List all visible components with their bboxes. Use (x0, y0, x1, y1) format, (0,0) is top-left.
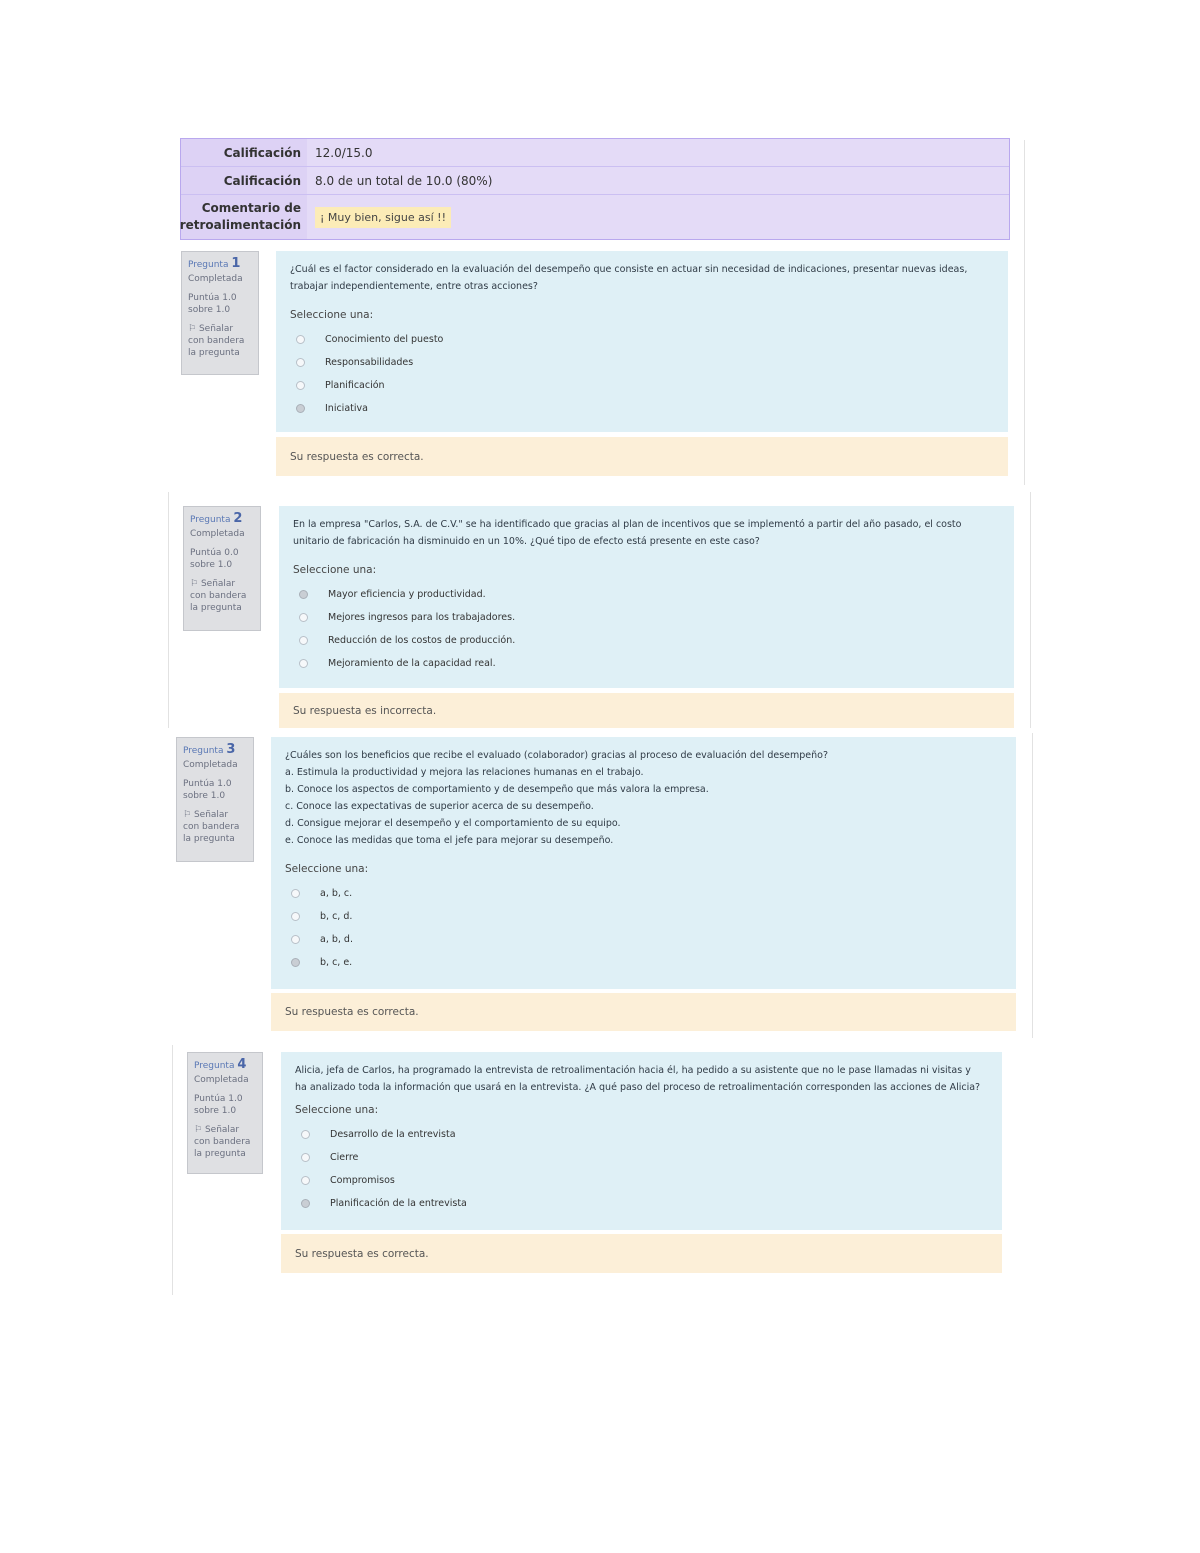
flag-icon: ⚐ (183, 810, 194, 820)
flag-question-link[interactable]: ⚐ Señalar con bandera la pregunta (194, 1125, 251, 1159)
question-text: unitario de fabricación ha disminuido en un 10%. ¿Qué tipo de efecto está presente en este caso? (293, 536, 760, 547)
option-label: Compromisos (330, 1175, 395, 1186)
feedback-comment: ¡ Muy bien, sigue así !! (315, 207, 451, 228)
divider (1032, 733, 1033, 1038)
radio-button-selected[interactable] (301, 1199, 310, 1208)
option-label: Desarrollo de la entrevista (330, 1129, 456, 1140)
question-info (181, 251, 259, 375)
summary-row-feedback (181, 195, 1009, 239)
select-prompt: Seleccione una: (293, 564, 377, 576)
option-label: Mejoramiento de la capacidad real. (328, 658, 496, 669)
option-label: Mayor eficiencia y productividad. (328, 589, 486, 600)
summary-value: 12.0/15.0 (315, 145, 373, 160)
radio-button[interactable] (296, 381, 305, 390)
radio-button[interactable] (301, 1176, 310, 1185)
option-label: b, c, d. (320, 911, 353, 922)
answer-option[interactable] (290, 351, 994, 374)
radio-button[interactable] (299, 613, 308, 622)
question-state: Completada (188, 274, 243, 284)
answer-option[interactable] (290, 328, 994, 351)
answer-option[interactable] (295, 1192, 988, 1215)
question-number: 3 (226, 742, 236, 757)
answer-option[interactable] (290, 397, 994, 420)
radio-button[interactable] (301, 1130, 310, 1139)
question-text: Alicia, jefa de Carlos, ha programado la entrevista de retroalimentación hacia él, ha pedido a su asistente que no le pase llamadas ni visitas y (295, 1065, 971, 1076)
answer-option[interactable] (285, 928, 1002, 951)
option-label: Reducción de los costos de producción. (328, 635, 516, 646)
option-label: Planificación de la entrevista (330, 1198, 467, 1209)
radio-button[interactable] (291, 935, 300, 944)
answer-option[interactable] (295, 1169, 988, 1192)
grade-summary-table (180, 138, 1010, 240)
question-label: Pregunta (183, 746, 224, 756)
radio-button[interactable] (291, 912, 300, 921)
summary-row-grade (181, 139, 1009, 167)
question-info (187, 1052, 263, 1174)
divider (172, 1045, 173, 1295)
question-state: Completada (190, 529, 245, 539)
question-points: Puntúa 0.0 sobre 1.0 (190, 548, 239, 570)
question-content (271, 737, 1016, 989)
answer-feedback: Su respuesta es correcta. (281, 1234, 1002, 1273)
answer-option[interactable] (293, 629, 1000, 652)
question-text: b. Conoce los aspectos de comportamiento y de desempeño que más valora la empresa. (285, 784, 709, 795)
answer-option[interactable] (290, 374, 994, 397)
question-label: Pregunta (194, 1061, 235, 1071)
question-text: trabajar independientemente, entre otras acciones? (290, 281, 538, 292)
answer-option[interactable] (285, 905, 1002, 928)
option-label: Responsabilidades (325, 357, 414, 368)
answer-option[interactable] (285, 951, 1002, 974)
summary-value: 8.0 de un total de 10.0 (80%) (315, 173, 493, 188)
question-points: Puntúa 1.0 sobre 1.0 (183, 779, 232, 801)
select-prompt: Seleccione una: (290, 309, 374, 321)
option-label: b, c, e. (320, 957, 353, 968)
flag-question-link[interactable]: ⚐ Señalar con bandera la pregunta (190, 579, 247, 613)
radio-button-selected[interactable] (291, 958, 300, 967)
flag-icon: ⚐ (194, 1125, 205, 1135)
question-text: ¿Cuál es el factor considerado en la evaluación del desempeño que consiste en actuar sin necesidad de indicaciones, presentar nuevas ideas, (290, 264, 968, 275)
answer-option[interactable] (293, 606, 1000, 629)
summary-label: Calificación (181, 167, 307, 194)
question-content (276, 251, 1008, 432)
select-prompt: Seleccione una: (285, 863, 369, 875)
answer-feedback: Su respuesta es incorrecta. (279, 693, 1014, 728)
radio-button[interactable] (291, 889, 300, 898)
radio-button[interactable] (296, 335, 305, 344)
summary-label: Comentario de retroalimentación (181, 195, 307, 239)
option-label: Planificación (325, 380, 385, 391)
divider (1024, 140, 1025, 485)
question-text: c. Conoce las expectativas de superior acerca de su desempeño. (285, 801, 594, 812)
divider (168, 492, 169, 728)
question-points: Puntúa 1.0 sobre 1.0 (194, 1094, 243, 1116)
radio-button[interactable] (299, 659, 308, 668)
question-number: 1 (231, 256, 241, 271)
option-label: Conocimiento del puesto (325, 334, 444, 345)
question-points: Puntúa 1.0 sobre 1.0 (188, 293, 237, 315)
question-info (176, 737, 254, 862)
summary-row-grade-total (181, 167, 1009, 195)
radio-button-selected[interactable] (296, 404, 305, 413)
radio-button[interactable] (296, 358, 305, 367)
radio-button[interactable] (299, 636, 308, 645)
flag-question-link[interactable]: ⚐ Señalar con bandera la pregunta (183, 810, 240, 844)
summary-label: Calificación (181, 139, 307, 166)
answer-option[interactable] (293, 583, 1000, 606)
flag-icon: ⚐ (188, 324, 199, 334)
answer-feedback: Su respuesta es correcta. (271, 993, 1016, 1031)
question-content (279, 506, 1014, 688)
answer-option[interactable] (295, 1146, 988, 1169)
question-text: En la empresa "Carlos, S.A. de C.V." se ha identificado que gracias al plan de incentivos que se implementó a partir del año pasado, el costo (293, 519, 962, 530)
select-prompt: Seleccione una: (295, 1104, 379, 1116)
question-text: e. Conoce las medidas que toma el jefe para mejorar su desempeño. (285, 835, 614, 846)
radio-button[interactable] (301, 1153, 310, 1162)
question-info (183, 506, 261, 631)
question-text: a. Estimula la productividad y mejora las relaciones humanas en el trabajo. (285, 767, 644, 778)
question-state: Completada (183, 760, 238, 770)
question-text: d. Consigue mejorar el desempeño y el comportamiento de su equipo. (285, 818, 621, 829)
question-text: ¿Cuáles son los beneficios que recibe el evaluado (colaborador) gracias al proceso de evaluación del desempeño? (285, 750, 829, 761)
option-label: Cierre (330, 1152, 359, 1163)
question-label: Pregunta (188, 260, 229, 270)
flag-question-link[interactable]: ⚐ Señalar con bandera la pregunta (188, 324, 245, 358)
question-number: 4 (237, 1057, 247, 1072)
answer-option[interactable] (285, 882, 1002, 905)
question-number: 2 (233, 511, 243, 526)
answer-option[interactable] (295, 1123, 988, 1146)
divider (1030, 492, 1031, 728)
question-text: ha analizado toda la información que usará en la entrevista. ¿A qué paso del proceso de retroalimentación corresponden las acciones de Alicia? (295, 1082, 981, 1093)
answer-option[interactable] (293, 652, 1000, 675)
answer-feedback: Su respuesta es correcta. (276, 437, 1008, 476)
question-content (281, 1052, 1002, 1230)
option-label: Mejores ingresos para los trabajadores. (328, 612, 516, 623)
question-label: Pregunta (190, 515, 231, 525)
radio-button-selected[interactable] (299, 590, 308, 599)
option-label: a, b, d. (320, 934, 353, 945)
question-state: Completada (194, 1075, 249, 1085)
flag-icon: ⚐ (190, 579, 201, 589)
option-label: a, b, c. (320, 888, 353, 899)
option-label: Iniciativa (325, 403, 368, 414)
